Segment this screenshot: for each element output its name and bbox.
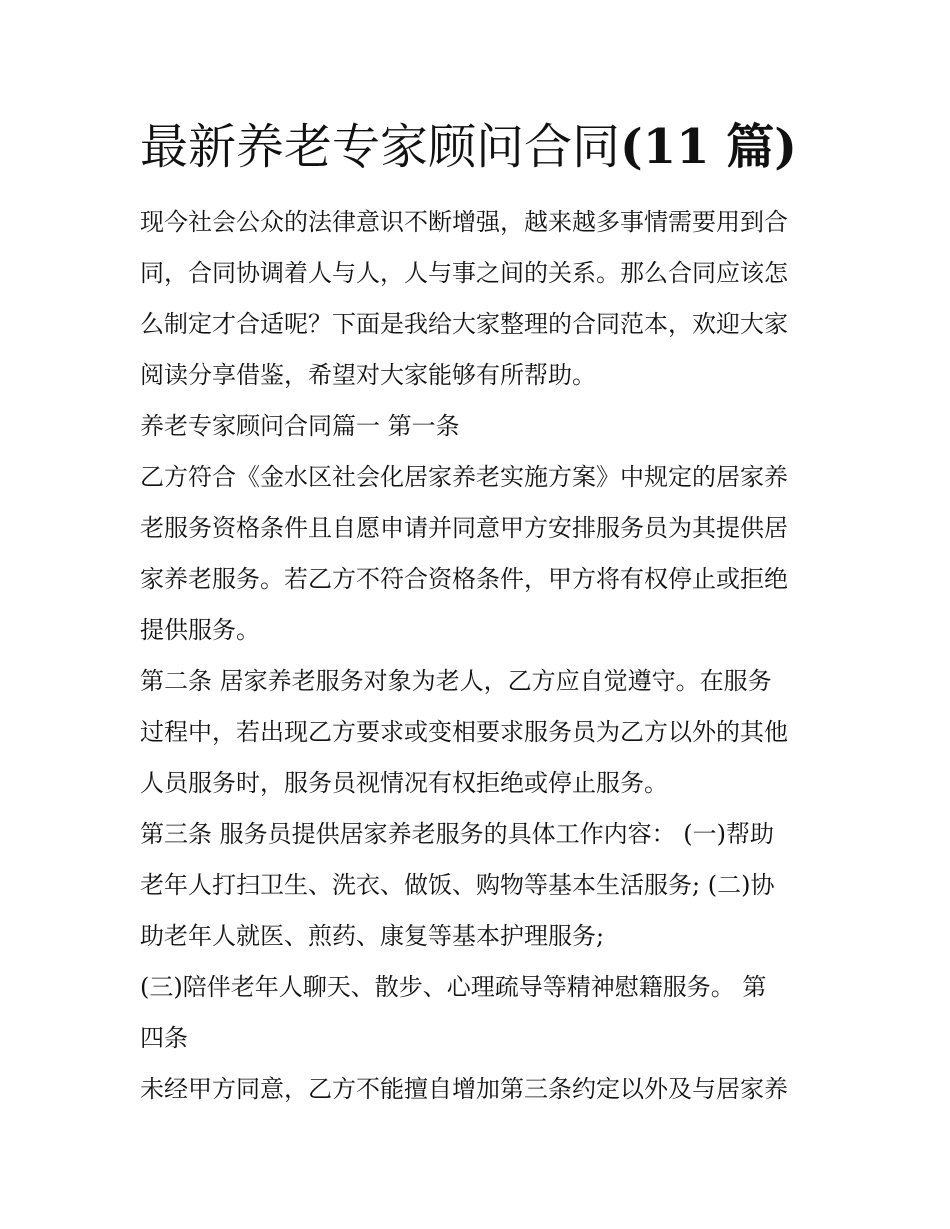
body-line: 乙方符合《金水区社会化居家养老实施方案》中规定的居家养: [140, 463, 788, 491]
body-line: 同，合同协调着人与人，人与事之间的关系。那么合同应该怎: [140, 259, 788, 287]
body-line: 第二条 居家养老服务对象为老人，乙方应自觉遵守。在服务: [140, 667, 772, 695]
body-line: 阅读分享借鉴，希望对大家能够有所帮助。: [140, 361, 596, 389]
document-title: [140, 112, 820, 182]
body-line: 家养老服务。若乙方不符合资格条件，甲方将有权停止或拒绝: [140, 565, 788, 593]
document-title-suffix: (11 篇): [620, 119, 797, 175]
body-line: 老服务资格条件且自愿申请并同意甲方安排服务员为其提供居: [140, 514, 788, 542]
document-title-main: 最新养老专家顾问合同: [140, 119, 621, 175]
body-line: (三)陪伴老年人聊天、散步、心理疏导等精神慰籍服务。 第: [140, 973, 767, 1001]
section-heading: 养老专家顾问合同篇一 第一条: [140, 412, 460, 440]
body-line: 人员服务时，服务员视情况有权拒绝或停止服务。: [140, 769, 668, 797]
body-line: 第三条 服务员提供居家养老服务的具体工作内容： (一)帮助: [140, 820, 774, 848]
body-line: 助老年人就医、煎药、康复等基本护理服务;: [140, 922, 605, 950]
body-line: 现今社会公众的法律意识不断增强，越来越多事情需要用到合: [140, 208, 788, 236]
body-line: 过程中，若出现乙方要求或变相要求服务员为乙方以外的其他: [140, 718, 788, 746]
body-line: 么制定才合适呢？下面是我给大家整理的合同范本，欢迎大家: [140, 310, 788, 338]
body-line: 四条: [140, 1024, 188, 1052]
body-line: 提供服务。: [140, 616, 260, 644]
body-line: 未经甲方同意，乙方不能擅自增加第三条约定以外及与居家养: [140, 1075, 788, 1103]
body-line: 老年人打扫卫生、洗衣、做饭、购物等基本生活服务; (二)协: [140, 871, 775, 899]
